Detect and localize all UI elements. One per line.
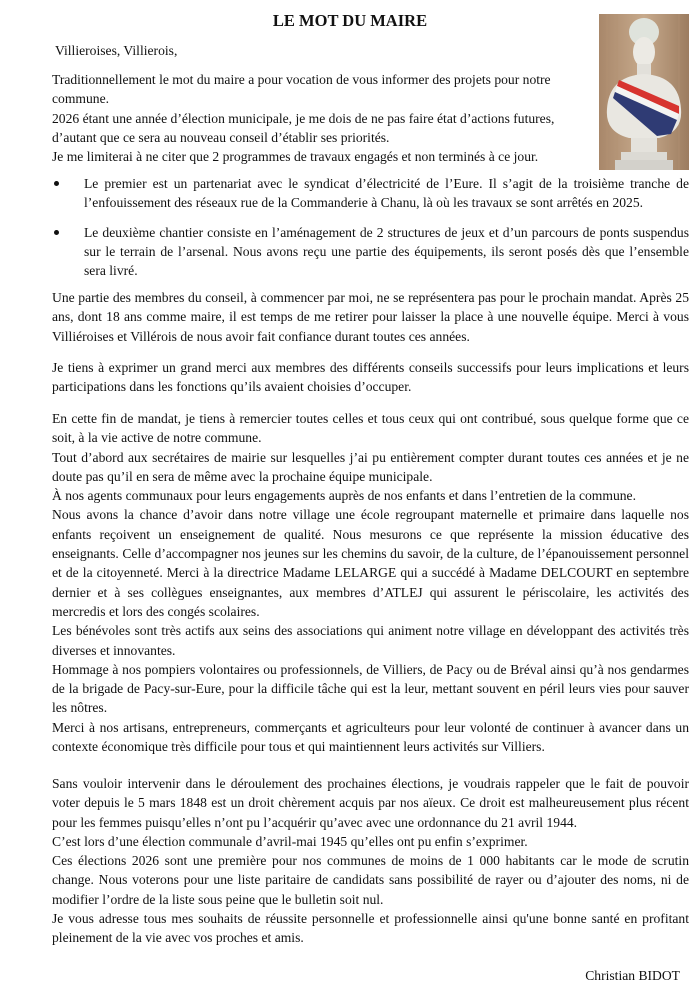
marianne-bust-image <box>599 14 689 170</box>
bullet-icon <box>54 230 59 235</box>
paragraph: Nous avons la chance d’avoir dans notre village une école regroupant maternelle et primaire dans laquelle nos enfants reçoivent un enseignement de qualité. Nous mesurons ce que représente la mission éducative des enseignants. Celle d’accompagner nos jeunes sur les chemins du savoir, de la culture, de l’épanouissement personnel et de la citoyenneté. Merci à la directrice Madame LELARGE qui a succédé à Madame DELCOURT en septembre dernier et à ses collègues enseignantes, aux membres d’ATLEJ qui assurent le périscolaire, les activités des mercredis et lors des congés scolaires. <box>52 507 689 619</box>
paragraph: Les bénévoles sont très actifs aux seins des associations qui animent notre village en développant des activités très diverses et innovantes. <box>52 623 689 658</box>
list-item-text: Le premier est un partenariat avec le syndicat d’électricité de l’Eure. Il s’agit de la troisième tranche de l’enfouissement des réseaux rue de la Commanderie à Chanu, là où les travaux se sont arrêtés en 2025. <box>84 176 689 211</box>
projects-list <box>52 174 689 290</box>
intro-paragraph: 2026 étant une année d’élection municipale, je me dois de ne pas faire état d’actions futures, d’autant que ce sera au nouveau conseil d’établir ses priorités. <box>52 110 555 145</box>
paragraph: Ces élections 2026 sont une première pour nos communes de moins de 1 000 habitants car le mode de scrutin change. Nous voterons pour une liste paritaire de candidats sans possibilité de rayer ou d’ajouter des noms, ni de modifier l’ordre de la liste sous peine que le bulletin soit nul. <box>52 853 689 907</box>
paragraph: Je vous adresse tous mes souhaits de réussite personnelle et professionnelle ainsi qu'une bonne santé en profitant pleinement de la vie avec vos proches et amis. <box>52 911 689 946</box>
paragraph: Sans vouloir intervenir dans le déroulement des prochaines élections, je voudrais rappeler que le fait de pouvoir voter depuis le 5 mars 1848 est un droit chèrement acquis par nos aïeux. Ce droit est malheureusement plus récent pour les femmes puisqu’elles n’ont pu l’acquérir qu’avec avec une ordonnance du 21 avril 1944. <box>52 776 689 830</box>
intro-paragraph: Traditionnellement le mot du maire a pour vocation de vous informer des projets pour notre commune. <box>52 72 551 107</box>
paragraph: Hommage à nos pompiers volontaires ou professionnels, de Villiers, de Pacy ou de Bréval ainsi qu’à nos gendarmes de la brigade de Pacy-sur-Eure, pour la difficile tâche qui est la leur, mettant souvent en péril leurs vies pour sauver les nôtres. <box>52 661 689 716</box>
paragraph: Une partie des membres du conseil, à commencer par moi, ne se représentera pas pour le prochain mandat. Après 25 ans, dont 18 ans comme maire, il est temps de me retirer pour laisser la place à une nouvelle équipe. Merci à vous Villiéroises et Villérois de nous avoir fait confiance durant toutes ces années. <box>52 290 689 344</box>
salutation: Villieroises, Villierois, <box>55 43 178 58</box>
list-item <box>52 174 689 213</box>
signature: Christian BIDOT <box>585 968 680 983</box>
paragraph: Merci à nos artisans, entrepreneurs, commerçants et agriculteurs pour leur volonté de continuer à avancer dans un contexte économique très difficile pour tous et qui maintiennent leurs activités sur Villiers. <box>52 719 689 755</box>
thanks-section <box>52 409 689 756</box>
list-item <box>52 223 689 281</box>
paragraph: En cette fin de mandat, je tiens à remercier toutes celles et tous ceux qui ont contribué, sous quelque forme que ce soit, à la vie active de notre commune. <box>52 411 689 446</box>
paragraph: À nos agents communaux pour leurs engagements auprès de nos enfants et dans l’entretien de la commune. <box>52 488 636 504</box>
elections-section <box>52 774 689 948</box>
paragraph: Je tiens à exprimer un grand merci aux membres des différents conseils successifs pour leurs implications et leurs participations dans les fonctions qu’ils avaient choisies d’occuper. <box>52 360 689 395</box>
bullet-icon <box>54 181 59 186</box>
marianne-bust-icon <box>599 14 689 170</box>
paragraph: C’est lors d’une élection communale d’avril-mai 1945 qu’elles ont pu enfin s’exprimer. <box>52 833 528 849</box>
departure-section <box>52 288 689 346</box>
intro-paragraph: Je me limiterai à ne citer que 2 programmes de travaux engagés et non terminés à ce jour. <box>52 149 539 165</box>
intro-section <box>52 70 589 166</box>
list-item-text: Le deuxième chantier consiste en l’aménagement de 2 structures de jeux et d’un parcours de ponts suspendus sur le terrain de l’arsenal. Nous avons reçu une partie des équipements, ils seront posés dès que l’ensemble sera livré. <box>84 224 689 279</box>
page-title: LE MOT DU MAIRE <box>272 11 428 30</box>
councils-section <box>52 358 689 397</box>
paragraph: Tout d’abord aux secrétaires de mairie sur lesquelles j’ai pu entièrement compter durant toutes ces années et je ne doute pas qu’il en sera de même avec la prochaine équipe municipale. <box>52 449 689 484</box>
